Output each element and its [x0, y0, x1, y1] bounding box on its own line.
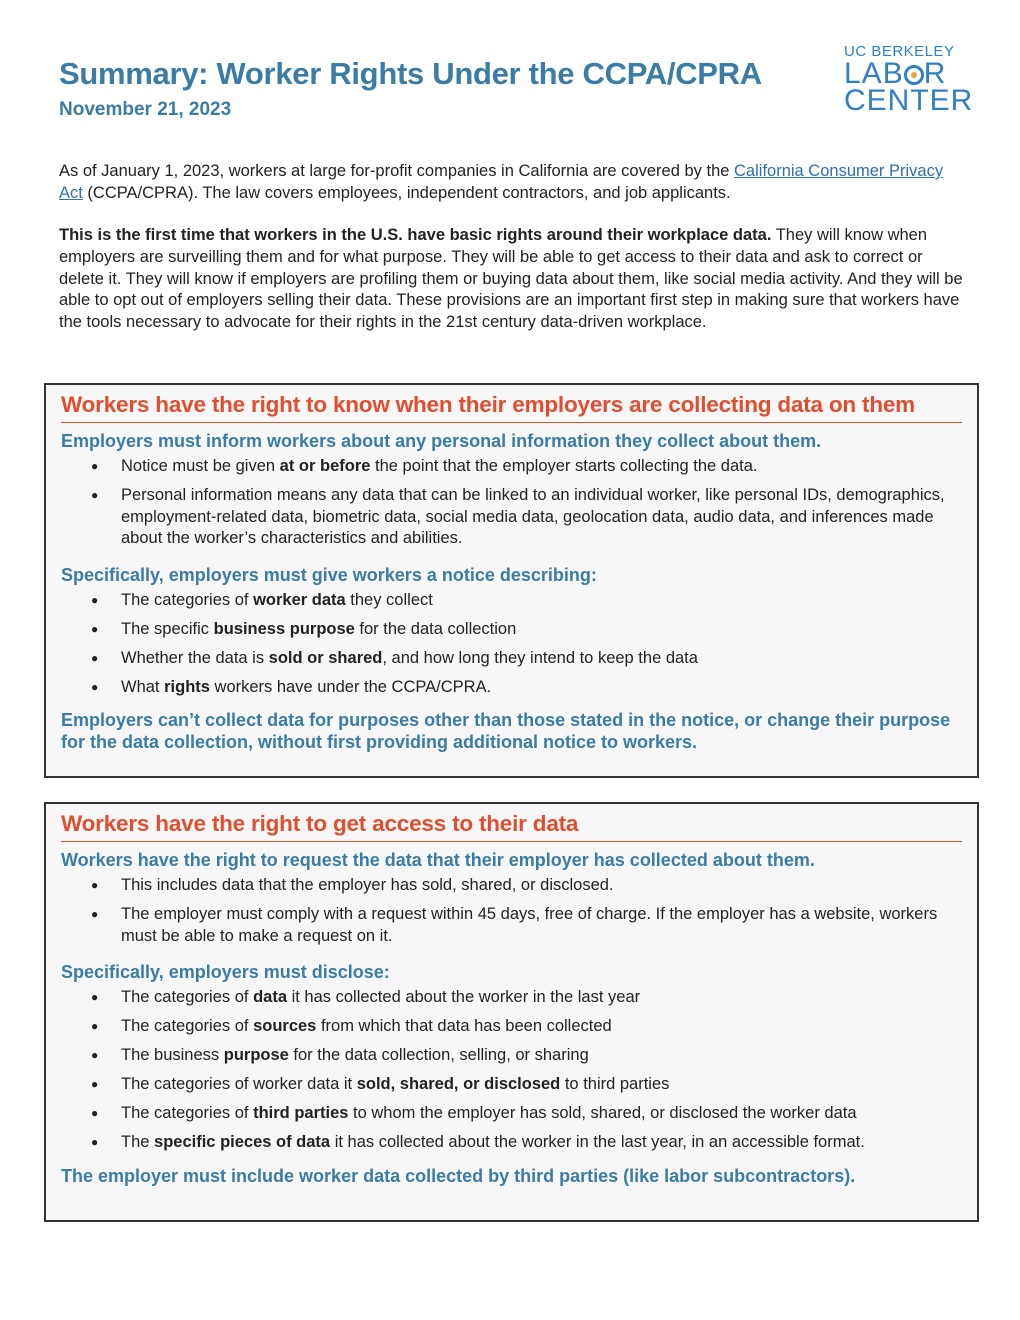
ccpa-link[interactable]: California Consumer Privacy Act	[59, 162, 944, 202]
list-item: ● The categories of worker data they collect	[61, 590, 962, 612]
bullet-list	[61, 987, 962, 1154]
list-item: ● Notice must be given at or before the point that the employer starts collecting the data.	[61, 456, 962, 478]
list-item: ● The specific pieces of data it has collected about the worker in the last year, in an accessible format.	[61, 1132, 962, 1154]
list-item: ● The categories of data it has collected about the worker in the last year	[61, 987, 962, 1009]
logo-line-3: CENTER	[844, 84, 974, 117]
labor-center-logo	[844, 43, 974, 117]
bullet-list	[61, 875, 962, 947]
section-subheading: Employers must inform workers about any personal information they collect about them.	[61, 431, 822, 451]
list-item: ● This includes data that the employer has sold, shared, or disclosed.	[61, 875, 962, 897]
right-to-know-section	[44, 383, 979, 778]
logo-line-1: UC BERKELEY	[844, 43, 955, 60]
section-subheading: Specifically, employers must disclose:	[61, 962, 390, 982]
section-heading: Workers have the right to get access to their data	[61, 804, 962, 842]
section-subheading: Workers have the right to request the data that their employer has collected about them.	[61, 850, 815, 870]
section-heading: Workers have the right to know when their employers are collecting data on them	[61, 385, 962, 423]
section-subheading: Specifically, employers must give workers a notice describing:	[61, 564, 597, 585]
bullet-list	[61, 590, 962, 699]
section-closing: Employers can’t collect data for purposes other than those stated in the notice, or change their purpose for the data collection, without first providing additional notice to workers.	[61, 710, 951, 752]
section-closing: The employer must include worker data collected by third parties (like labor subcontractors).	[61, 1165, 856, 1186]
logo-line-2: LAB R	[844, 57, 947, 90]
intro-bold-statement: This is the first time that workers in the U.S. have basic rights around their workplace data.	[59, 226, 772, 244]
page-title: Summary: Worker Rights Under the CCPA/CPRA	[59, 56, 762, 91]
right-to-access-section	[44, 802, 979, 1222]
list-item: ● The categories of worker data it sold, shared, or disclosed to third parties	[61, 1074, 962, 1096]
list-item: ● The business purpose for the data collection, selling, or sharing	[61, 1045, 962, 1067]
logo-burst-icon	[904, 65, 924, 85]
list-item: ● The employer must comply with a request within 45 days, free of charge. If the employer has a website, workers must be able to make a request on it.	[61, 904, 962, 947]
intro-paragraph-2: This is the first time that workers in the U.S. have basic rights around their workplace data. They will know when employers are surveilling them and for what purpose. They will be able to get access to their data and ask to correct or delete it. They will know if employers are profiling them or buying data about them, like social media activity. And they will be able to opt out of employers selling their data. These provisions are an important first step in making sure that workers have the tools necessary to advocate for their rights in the 21st century data-driven workplace.	[59, 226, 963, 332]
list-item: ● Whether the data is sold or shared, and how long they intend to keep the data	[61, 648, 962, 670]
list-item: ● The specific business purpose for the data collection	[61, 619, 962, 641]
list-item: ● The categories of sources from which that data has been collected	[61, 1016, 962, 1038]
list-item: ● Personal information means any data that can be linked to an individual worker, like personal IDs, demographics, employment-related data, biometric data, social media data, geolocation data, audio data, and inferences made about the worker’s characteristics and abilities.	[61, 485, 962, 550]
page-date: November 21, 2023	[59, 99, 232, 120]
bullet-list	[61, 456, 962, 550]
list-item: ● What rights workers have under the CCPA/CPRA.	[61, 677, 962, 699]
intro-paragraph: As of January 1, 2023, workers at large for-profit companies in California are covered by the California Consumer Privacy Act (CCPA/CPRA). The law covers employees, independent contractors, and job applicants.	[59, 162, 944, 202]
list-item: ● The categories of third parties to whom the employer has sold, shared, or disclosed the worker data	[61, 1103, 962, 1125]
